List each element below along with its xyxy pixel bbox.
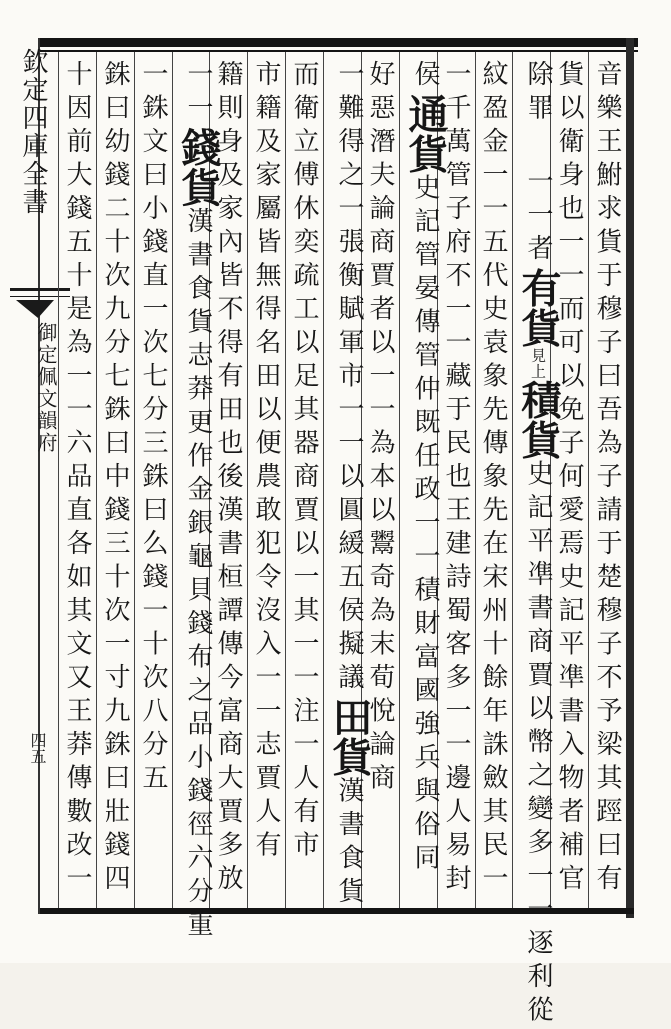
column-text: 一一 [183, 60, 213, 127]
book-title: 欽定四庫全書 [18, 48, 48, 216]
column-text: 而衛立傅休奕疏工以足其器商賈以一其一一注一人有市 [289, 60, 319, 864]
text-column [100, 60, 130, 898]
column-divider [323, 52, 324, 908]
headword: 通貨 [402, 94, 449, 174]
text-column [592, 60, 622, 898]
page-number: 四五 [28, 732, 46, 764]
fold-rule [10, 288, 70, 291]
column-text: 一難得之一張衡賦軍市一一以圓緩五侯擬議 [334, 60, 364, 697]
column-text: 史記平凖書商賈以幣之變多一一逐利從 [523, 460, 553, 1029]
column-text: 侯 [410, 60, 440, 94]
text-column [176, 60, 220, 944]
fishtail-mark [14, 298, 60, 320]
text-column [327, 60, 371, 911]
column-text: 銖曰幼錢二十次九分七銖曰中錢三十次一寸九銖曰壯錢四 [100, 60, 130, 898]
text-column [516, 60, 560, 1029]
column-text: 音樂王鮒求貨于穆子曰吾為子請于楚穆子不予梁其踁曰有 [592, 60, 622, 898]
column-divider [285, 52, 286, 908]
column-divider [134, 52, 135, 908]
column-text: 漢書食貨志莽更作金銀龜貝錢布之品小錢徑六分重 [183, 207, 213, 944]
text-column [289, 60, 319, 864]
column-divider [399, 52, 400, 908]
column-divider [96, 52, 97, 908]
column-divider [512, 52, 513, 908]
column-divider [58, 52, 59, 908]
small-note: 見上 [529, 348, 547, 380]
column-divider [247, 52, 248, 908]
column-text: 一一者 [523, 167, 553, 268]
text-column [478, 60, 508, 898]
headword: 有貨 [515, 268, 562, 348]
column-text: 一千萬管子府不一一藏于民也王建詩蜀客多一一邊人易封 [441, 60, 471, 898]
column-text: 籍則身及家內皆不得有田也後漢書桓譚傳今富商大賈多放 [213, 60, 243, 898]
column-text: 一銖文曰小錢直一次七分三銖曰么錢一十次八分五 [138, 60, 168, 797]
column-divider [475, 52, 476, 908]
text-column [62, 60, 92, 898]
fold-rule-thin [10, 296, 70, 297]
text-column [138, 60, 168, 797]
column-text: 紋盈金一一五代史袁象先傳象先在宋州十餘年誅斂其民一 [478, 60, 508, 898]
column-text: 好惡潛夫論商賈者以一一為本以鬻奇為末荀悅論商 [365, 60, 395, 797]
top-border [38, 38, 638, 47]
headword: 積貨 [515, 380, 562, 460]
headword: 田貨 [326, 697, 373, 777]
book-subtitle: 御定佩文韻府 [34, 322, 58, 454]
text-column [251, 60, 281, 864]
column-text: 漢書食貨 [334, 777, 364, 911]
column-text: 史記管晏傳管仲既任政一一積財富國強兵與俗同 [410, 174, 440, 878]
column-divider [172, 52, 173, 908]
column-text: 除罪 [523, 60, 553, 127]
text-column [403, 60, 447, 877]
headword: 錢貨 [175, 127, 222, 207]
top-border-thin [38, 50, 638, 52]
column-text: 市籍及家屬皆無得名田以便農敢犯令沒入一一志賈人有 [251, 60, 281, 864]
right-border [626, 38, 634, 918]
column-divider [588, 52, 589, 908]
column-text: 十因前大錢五十是為一一六品直各如其文又王莽傳數改一 [62, 60, 92, 898]
column-text: 貨以衛身也一一而可以免子何愛焉史記平凖書入物者補官 [554, 60, 584, 898]
